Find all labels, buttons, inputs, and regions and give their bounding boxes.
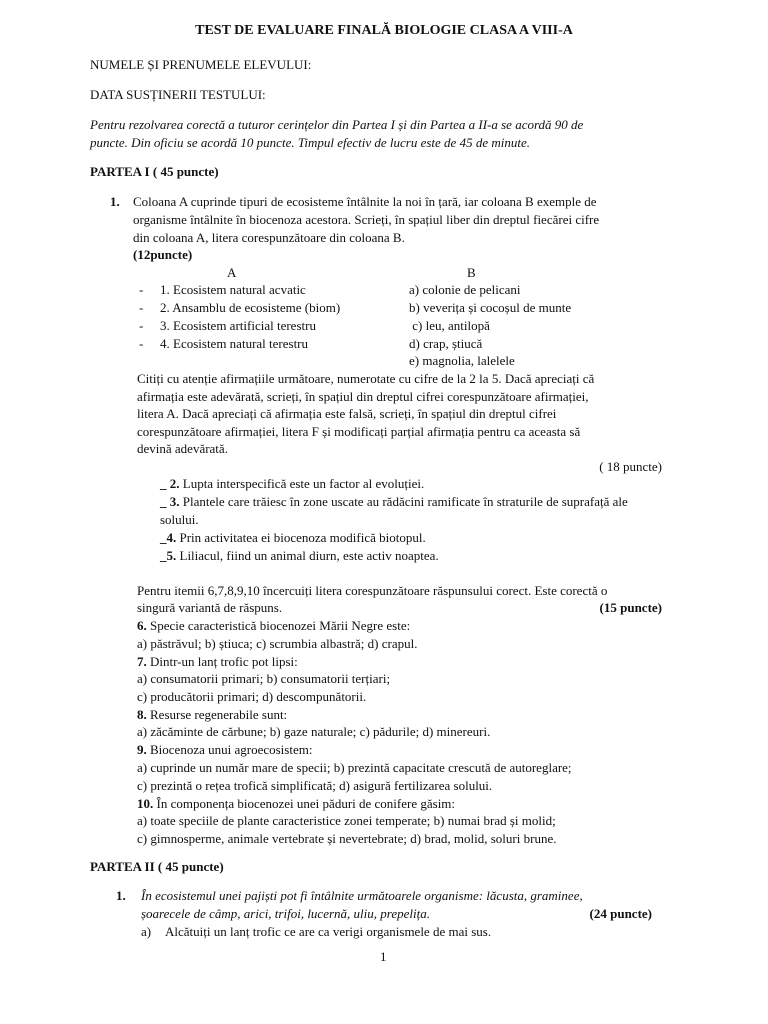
page-title: TEST DE EVALUARE FINALĂ BIOLOGIE CLASA A VIII-A <box>195 23 573 38</box>
col-a-item: 2. Ansamblu de ecosisteme (biom) <box>160 300 341 315</box>
mcq-options: a) toate speciile de plante caracteristice zonei temperate; b) numai brad și molid; <box>137 813 556 828</box>
mcq-intro-line: Pentru itemii 6,7,8,9,10 încercuiți litera corespunzătoare răspunsului corect. Este corectă o <box>137 583 608 598</box>
q1-text-line: Coloana A cuprinde tipuri de ecosisteme întâlnite la noi în țară, iar coloana B exemple de <box>133 194 597 209</box>
mcq-points: (15 puncte) <box>599 600 662 615</box>
student-name-label: NUMELE ȘI PRENUMELE ELEVULUI: <box>90 57 312 72</box>
mcq-question-number: 7. <box>137 654 147 669</box>
q1-number: 1. <box>110 194 120 209</box>
tf-item-text: Lupta interspecifică este un factor al evoluției. <box>179 476 425 491</box>
part2-q1-line: În ecosistemul unei pajiști pot fi întâlnite următoarele organisme: lăcusta, graminee, <box>141 888 583 903</box>
mcq-intro-line: singură variantă de răspuns. <box>137 600 283 615</box>
part1-heading: PARTEA I ( 45 puncte) <box>90 164 219 179</box>
tf-item <box>160 529 426 547</box>
part2-q1-sub-a-label: a) <box>141 924 152 939</box>
q1-text-line: din coloana A, litera corespunzătoare din coloana B. <box>133 230 405 245</box>
part2-q1-sub-a-text: Alcătuiți un lanț trofic ce are ca verigi organismele de mai sus. <box>165 924 492 939</box>
mcq-options: a) consumatorii primari; b) consumatorii terțiari; <box>137 671 391 686</box>
tf-item-text: Liliacul, fiind un animal diurn, este activ noaptea. <box>176 548 439 563</box>
test-date-label: DATA SUSȚINERII TESTULUI: <box>90 87 266 102</box>
mcq-options: c) prezintă o rețea trofică simplificată; d) asigură fertilizarea solului. <box>137 778 493 793</box>
col-b-item: b) veverița și cocoșul de munte <box>409 300 572 315</box>
tf-item-number: _ 3. <box>160 494 180 509</box>
mcq-options: c) producătorii primari; d) descompunătorii. <box>137 689 367 704</box>
col-a-dash: - <box>139 300 144 315</box>
col-b-item: e) magnolia, lalelele <box>409 353 515 368</box>
q2-text-line: afirmația este adevărată, scrieți, în spațiul din dreptul cifrei corespunzătoare afirmației, <box>137 389 589 404</box>
mcq-question <box>137 653 298 671</box>
col-a-dash: - <box>139 336 144 351</box>
q2-text-line: devină adevărată. <box>137 441 228 456</box>
page-number: 1 <box>380 949 387 964</box>
col-a-item: 4. Ecosistem natural terestru <box>160 336 309 351</box>
col-a-item: 1. Ecosistem natural acvatic <box>160 282 306 297</box>
mcq-options: a) păstrăvul; b) știuca; c) scrumbia albastră; d) crapul. <box>137 636 418 651</box>
mcq-question <box>137 795 455 813</box>
mcq-question-text: Resurse regenerabile sunt: <box>146 707 288 722</box>
tf-item-continuation: solului. <box>160 512 199 527</box>
tf-item-text: Prin activitatea ei biocenoza modifică biotopul. <box>176 530 426 545</box>
tf-item-number: _4. <box>160 530 177 545</box>
mcq-options: a) cuprinde un număr mare de specii; b) prezintă capacitate crescută de autoreglare; <box>137 760 572 775</box>
q2-text-line: corespunzătoare afirmației, litera F și modificați parțial afirmația pentru ca aceasta să <box>137 424 581 439</box>
tf-item-number: _5. <box>160 548 177 563</box>
tf-item-text: Plantele care trăiesc în zone uscate au rădăcini ramificate în straturile de suprafață ale <box>179 494 628 509</box>
tf-item <box>160 475 424 493</box>
col-b-item: a) colonie de pelicani <box>409 282 521 297</box>
mcq-question-text: Dintr-un lanț trofic pot lipsi: <box>146 654 298 669</box>
mcq-question-number: 6. <box>137 618 147 633</box>
part2-q1-line: șoarecele de câmp, arici, trifoi, lucernă, uliu, prepelița. <box>141 906 430 921</box>
mcq-question-text: Specie caracteristică biocenozei Mării Negre este: <box>146 618 411 633</box>
mcq-question-number: 10. <box>137 796 154 811</box>
q2-text-line: litera A. Dacă apreciați că afirmația este falsă, scrieți, în spațiul din dreptul cifrei <box>137 406 557 421</box>
tf-item <box>160 493 628 511</box>
column-a-header: A <box>227 265 237 280</box>
mcq-question-number: 9. <box>137 742 147 757</box>
column-b-header: B <box>467 265 476 280</box>
q2-text-line: Citiți cu atenție afirmațiile următoare, numerotate cu cifre de la 2 la 5. Dacă apreciați că <box>137 371 595 386</box>
q1-points: (12puncte) <box>133 247 193 262</box>
tf-item-number: _ 2. <box>160 476 180 491</box>
col-b-item: c) leu, antilopă <box>409 318 490 333</box>
col-a-dash: - <box>139 318 144 333</box>
col-b-item: d) crap, știucă <box>409 336 483 351</box>
mcq-question <box>137 741 312 759</box>
tf-item <box>160 547 439 565</box>
mcq-question-text: În componența biocenozei unei păduri de conifere găsim: <box>153 796 456 811</box>
col-a-item: 3. Ecosistem artificial terestru <box>160 318 316 333</box>
mcq-question-number: 8. <box>137 707 147 722</box>
col-a-dash: - <box>139 282 144 297</box>
part2-heading: PARTEA II ( 45 puncte) <box>90 859 224 874</box>
mcq-options: c) gimnosperme, animale vertebrate și nevertebrate; d) brad, molid, soluri brune. <box>137 831 557 846</box>
part2-q1-number: 1. <box>116 888 126 903</box>
part2-q1-points: (24 puncte) <box>589 906 652 921</box>
intro-line-2: puncte. Din oficiu se acordă 10 puncte. Timpul efectiv de lucru este de 45 de minute. <box>90 135 530 150</box>
q1-text-line: organisme întâlnite în biocenoza acestora. Scrieți, în spațiul liber din dreptul fiecărei cifre <box>133 212 600 227</box>
q2-points: ( 18 puncte) <box>599 459 662 474</box>
mcq-question <box>137 617 410 635</box>
intro-line-1: Pentru rezolvarea corectă a tuturor cerințelor din Partea I și din Partea a II-a se acordă 90 de <box>90 117 584 132</box>
mcq-question-text: Biocenoza unui agroecosistem: <box>146 742 313 757</box>
mcq-options: a) zăcăminte de cărbune; b) gaze naturale; c) pădurile; d) minereuri. <box>137 724 491 739</box>
mcq-question <box>137 706 287 724</box>
